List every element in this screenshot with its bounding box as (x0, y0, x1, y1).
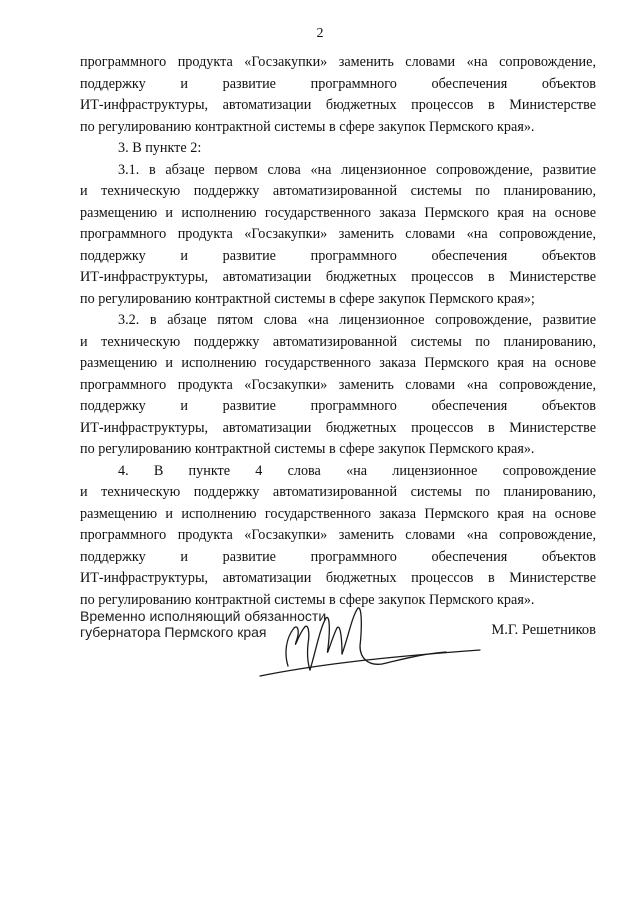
text-line: и техническую поддержку автоматизированной системы по планированию, (80, 484, 596, 500)
signatory-position-line: губернатора Пермского края (80, 624, 267, 640)
text-line: поддержку и развитие программного обеспечения объектов (80, 548, 596, 565)
text-line: размещению и исполнению государственного заказа Пермского края на основе (80, 355, 596, 371)
text-line: по регулированию контрактной системы в сфере закупок Пермского края». (80, 441, 535, 457)
text-line: поддержку и развитие программного обеспечения объектов (80, 75, 596, 92)
text-line: и техническую поддержку автоматизированной системы по планированию, (80, 333, 596, 350)
text-line: 3.2. в абзаце пятом слова «на лицензионное сопровождение, развитие (118, 312, 596, 328)
signatory-name: М.Г. Решетников (491, 622, 596, 638)
text-line: ИТ-инфраструктуры, автоматизации бюджетных процессов в Министерстве (80, 570, 596, 586)
body-text (80, 52, 596, 611)
signature-block (80, 608, 596, 688)
text-line: по регулированию контрактной системы в сфере закупок Пермского края»; (80, 290, 535, 307)
text-line: 3.1. в абзаце первом слова «на лицензионное сопровождение, развитие (118, 161, 596, 178)
text-line: поддержку и развитие программного обеспечения объектов (80, 247, 596, 264)
text-line: и техническую поддержку автоматизированной системы по планированию, (80, 183, 596, 199)
text-line: программного продукта «Госзакупки» заменить словами «на сопровождение, (80, 54, 596, 70)
text-line: по регулированию контрактной системы в сфере закупок Пермского края». (80, 591, 535, 608)
text-line: ИТ-инфраструктуры, автоматизации бюджетных процессов в Министерстве (80, 419, 596, 436)
text-line: по регулированию контрактной системы в сфере закупок Пермского края». (80, 118, 535, 135)
text-line: ИТ-инфраструктуры, автоматизации бюджетных процессов в Министерстве (80, 97, 596, 113)
handwritten-signature (250, 598, 490, 688)
text-line: размещению и исполнению государственного заказа Пермского края на основе (80, 204, 596, 221)
text-line: размещению и исполнению государственного заказа Пермского края на основе (80, 505, 596, 522)
text-line: программного продукта «Госзакупки» заменить словами «на сопровождение, (80, 226, 596, 242)
text-line: поддержку и развитие программного обеспечения объектов (80, 398, 596, 414)
text-line: программного продукта «Госзакупки» заменить словами «на сопровождение, (80, 527, 596, 543)
text-line: ИТ-инфраструктуры, автоматизации бюджетных процессов в Министерстве (80, 269, 596, 285)
text-line: программного продукта «Госзакупки» заменить словами «на сопровождение, (80, 376, 596, 393)
page-number: 2 (316, 26, 324, 41)
text-line: 4. В пункте 4 слова «на лицензионное сопровождение (118, 462, 596, 479)
section-heading: 3. В пункте 2: (118, 140, 202, 156)
signatory-position-line: Временно исполняющий обязанности (80, 608, 327, 624)
